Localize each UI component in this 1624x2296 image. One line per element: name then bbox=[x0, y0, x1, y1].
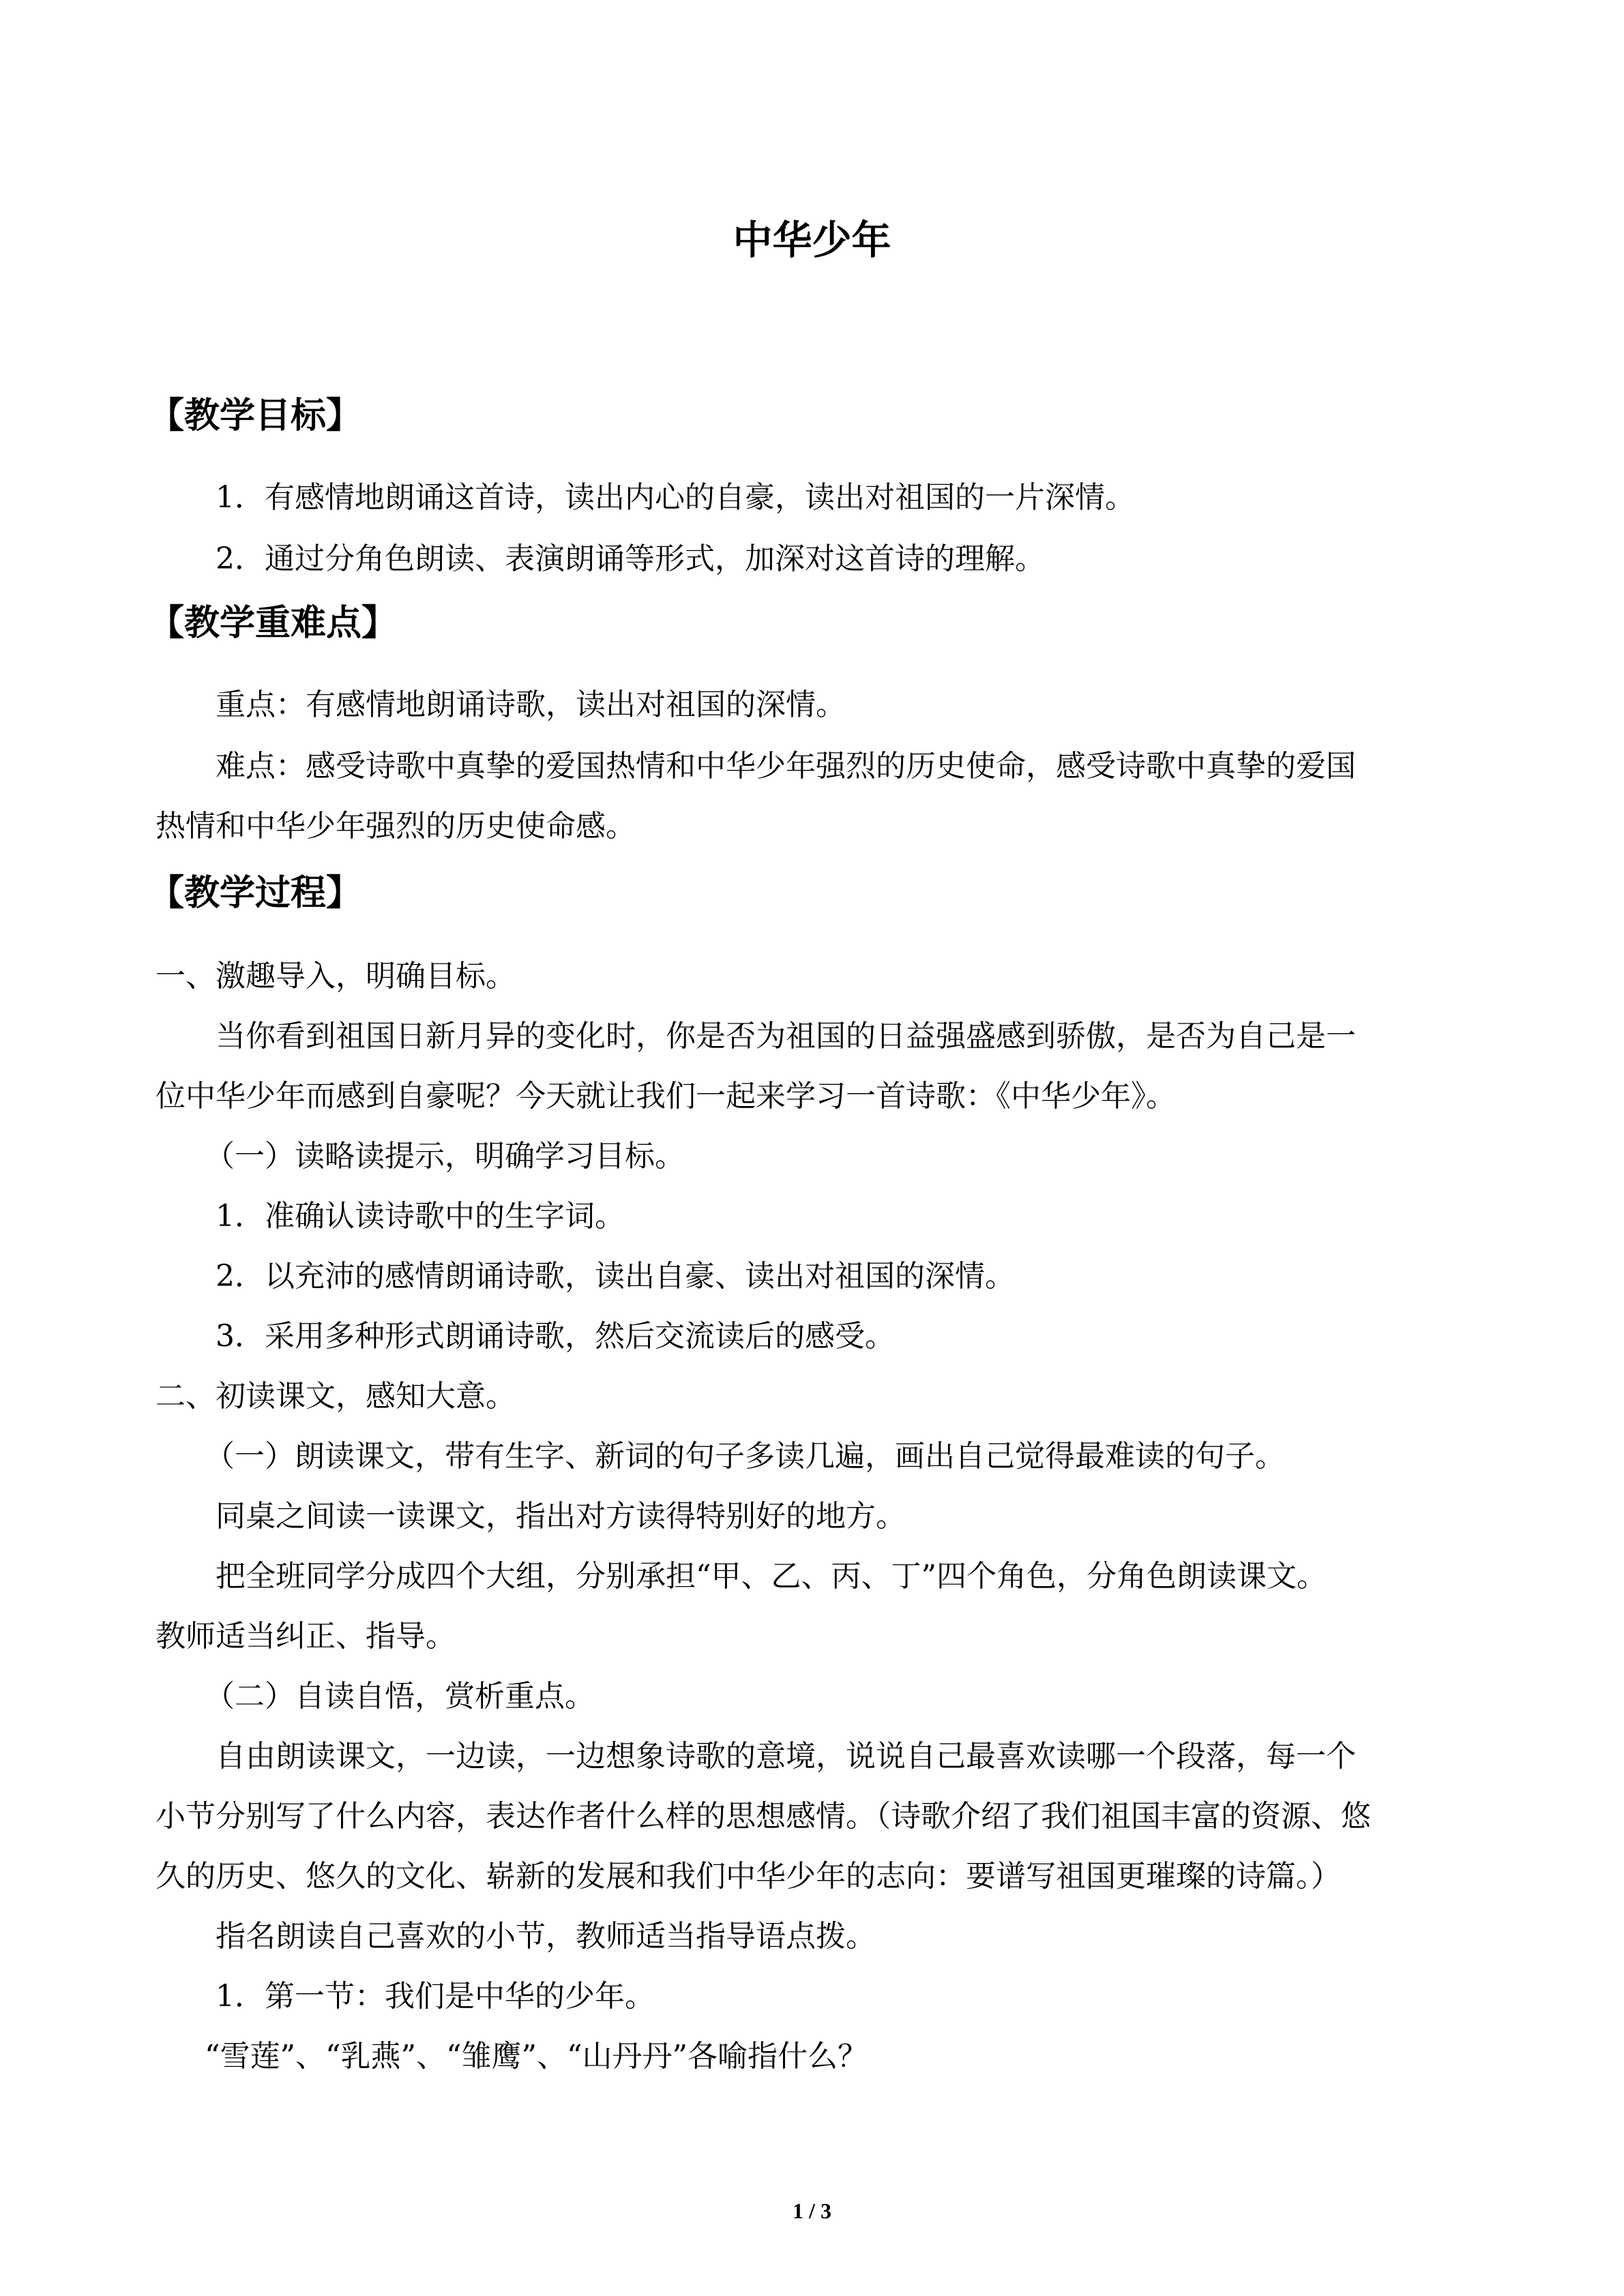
process-line: 一、激趣导入，明确目标。 bbox=[156, 959, 516, 994]
section-heading-goals: 【教学目标】 bbox=[149, 396, 362, 436]
process-line: 1．准确认读诗歌中的生字词。 bbox=[216, 1199, 625, 1234]
process-line: 同桌之间读一读课文，指出对方读得特别好的地方。 bbox=[216, 1499, 906, 1534]
process-line: （一）朗读课文，带有生字、新词的句子多读几遍，画出自己觉得最难读的句子。 bbox=[205, 1439, 1285, 1474]
key-point-difficulty-cont: 热情和中华少年强烈的历史使命感。 bbox=[156, 809, 636, 844]
process-line: 小节分别写了什么内容，表达作者什么样的思想感情。（诗歌介绍了我们祖国丰富的资源、悠 bbox=[156, 1799, 1371, 1834]
process-line: 二、初读课文，感知大意。 bbox=[156, 1379, 516, 1414]
process-line: 指名朗读自己喜欢的小节，教师适当指导语点拨。 bbox=[216, 1919, 876, 1954]
process-line: 久的历史、悠久的文化、崭新的发展和我们中华少年的志向：要谱写祖国更璀璨的诗篇。） bbox=[156, 1859, 1341, 1894]
process-line: 2．以充沛的感情朗诵诗歌，读出自豪、读出对祖国的深情。 bbox=[216, 1259, 1015, 1294]
process-line: 自由朗读课文，一边读，一边想象诗歌的意境，说说自己最喜欢读哪一个段落，每一个 bbox=[216, 1739, 1356, 1774]
key-point-focus: 重点：有感情地朗诵诗歌，读出对祖国的深情。 bbox=[216, 687, 846, 722]
section-heading-key-points: 【教学重难点】 bbox=[149, 603, 398, 644]
goal-item: 2．通过分角色朗读、表演朗诵等形式，加深对这首诗的理解。 bbox=[216, 541, 1045, 576]
process-line: 把全班同学分成四个大组，分别承担“甲、乙、丙、丁”四个角色，分角色朗读课文。 bbox=[216, 1559, 1327, 1594]
process-line: 1．第一节：我们是中华的少年。 bbox=[216, 1979, 655, 2014]
process-line: 当你看到祖国日新月异的变化时，你是否为祖国的日益强盛感到骄傲，是否为自己是一 bbox=[216, 1019, 1356, 1054]
process-line: 3．采用多种形式朗诵诗歌，然后交流读后的感受。 bbox=[216, 1319, 895, 1354]
goal-item: 1．有感情地朗诵这首诗，读出内心的自豪，读出对祖国的一片深情。 bbox=[216, 480, 1135, 515]
process-line: （二）自读自悟，赏析重点。 bbox=[205, 1679, 595, 1714]
process-line: （一）读略读提示，明确学习目标。 bbox=[205, 1139, 685, 1174]
section-heading-process: 【教学过程】 bbox=[149, 873, 362, 914]
document-title: 中华少年 bbox=[733, 217, 891, 263]
process-line: 位中华少年而感到自豪呢？今天就让我们一起来学习一首诗歌：《中华少年》。 bbox=[156, 1079, 1176, 1114]
key-point-difficulty: 难点：感受诗歌中真挚的爱国热情和中华少年强烈的历史使命，感受诗歌中真挚的爱国 bbox=[216, 749, 1356, 784]
process-line: “雪莲”、“乳燕”、“雏鹰”、“山丹丹”各喻指什么？ bbox=[205, 2039, 868, 2074]
process-line: 教师适当纠正、指导。 bbox=[156, 1619, 456, 1654]
page-number: 1 / 3 bbox=[793, 2198, 831, 2223]
